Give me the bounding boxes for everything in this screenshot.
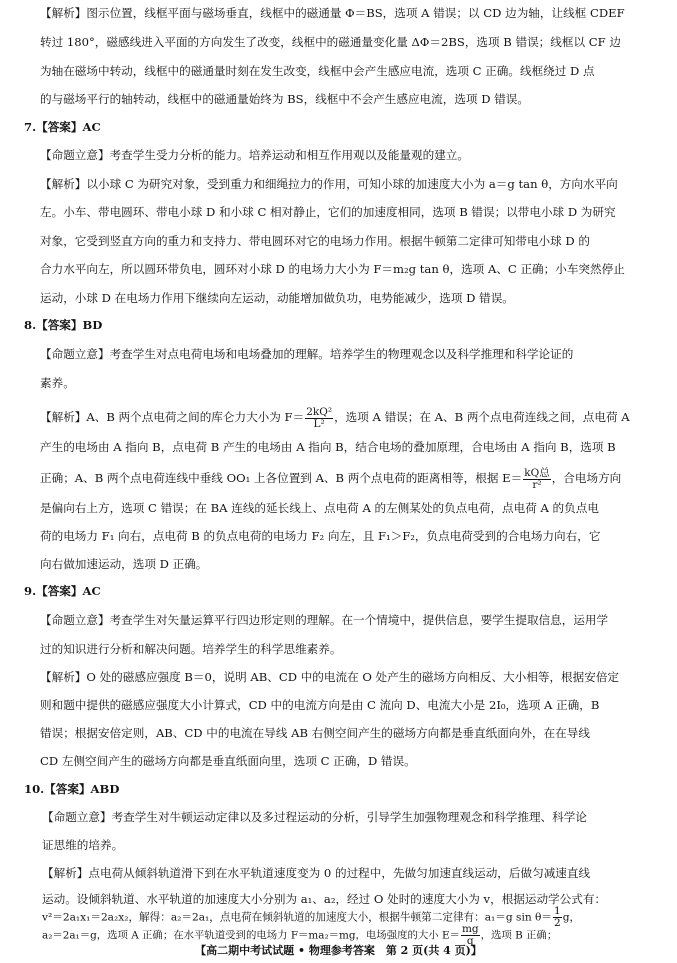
intent-q7: 【命题立意】考查学生受力分析的能力。培养运动和相互作用观以及能量观的建立。 <box>40 148 469 162</box>
analysis-q10-line-3-start: v²＝2a₁x₁＝2a₂x₂，解得：a₂＝2a₁，点电荷在倾斜轨道的加速度大小，根据牛顿第二定律有：a₁＝g sin θ＝ <box>42 911 553 924</box>
analysis-q7-line-1: 【解析】以小球 C 为研究对象，受到重力和细绳拉力的作用，可知小球的加速度大小为 a＝g tan θ，方向水平向 <box>40 177 618 191</box>
intent-q9-line-1: 【命题立意】考查学生对矢量运算平行四边形定则的理解。在一个情境中，提供信息，要学生提取信息，运用学 <box>40 613 609 627</box>
intent-q8-line-2: 素养。 <box>40 376 75 390</box>
analysis-q10-line-3-end: g， <box>562 911 581 924</box>
analysis-q8-line-2: 产生的电场由 A 指向 B，点电荷 B 产生的电场由 A 指向 B，结合电场的叠加原理，合电场由 A 指向 B，选项 B <box>40 440 616 454</box>
analysis-q10-line-4-start: a₂＝2a₁＝g，选项 A 正确；在水平轨道受到的电场力 F＝ma₂＝mg，电场强度的大小 E＝ <box>42 929 460 942</box>
analysis-q9-line-2: 则和题中提供的磁感应强度大小计算式，CD 中的电流方向是由 C 流向 D、电流大小是 2I₀，选项 A 正确，B <box>40 698 600 712</box>
electric-field-fraction: $\frac{mg}{q}$ <box>461 923 479 947</box>
intent-q10-line-1: 【命题立意】考查学生对牛顿运动定律以及多过程运动的分析，引导学生加强物理观念和科学推理、科学论 <box>42 810 587 824</box>
analysis-q6-line-2: 转过 180°，磁感线进入平面的方向发生了改变，线框中的磁通量变化量 ΔΦ＝2BS，选项 B 错误；线框以 CF 边 <box>40 35 621 49</box>
coulomb-force-fraction: $\frac{\text{2kQ²}}{\text{L²}}$ <box>306 405 333 430</box>
intent-q8-line-1: 【命题立意】考查学生对点电荷电场和电场叠加的理解。培养学生的物理观念以及科学推理和科学论证的 <box>40 347 574 361</box>
analysis-q7-line-5: 运动，小球 D 在电场力作用下继续向左运动，动能增加做负功，电势能减少，选项 D 错误。 <box>40 291 514 305</box>
analysis-q8-line-4: 是偏向右上方，选项 C 错误；在 BA 连线的延长线上、点电荷 A 的左侧某处的负点电荷，点电荷 A 的负点电 <box>40 501 599 515</box>
analysis-q8-line-3-start: 正确；A、B 两个点电荷连线中垂线 OO₁ 上各位置到 A、B 两个点电荷的距离相等，根据 E＝ <box>40 471 523 485</box>
analysis-q7-line-3: 对象，它受到竖直方向的重力和支持力、带电圆环对它的电场力作用。根据牛顿第二定律可知带电小球 D 的 <box>40 234 590 248</box>
field-strength-fraction: $\frac{\text{kQ总}}{\text{r²}}$ <box>524 466 550 491</box>
analysis-q7-line-2: 左。小车、带电圆环、带电小球 D 和小球 C 相对静止，它们的加速度相同，选项 B 错误；以带电小球 D 为研究 <box>40 205 616 219</box>
analysis-q7-line-4: 合力水平向左，所以圆环带负电，圆环对小球 D 的电场力大小为 F＝m₂g tan θ，选项 A、C 正确；小车突然停止 <box>40 262 625 276</box>
intent-q10-line-2: 证思维的培养。 <box>42 838 124 852</box>
answer-q7: 7.【答案】AC <box>24 120 101 134</box>
answer-q10: 10.【答案】ABD <box>24 782 120 796</box>
analysis-q10-line-4-end: ，选项 B 正确； <box>480 929 558 942</box>
analysis-q6-line-4: 的与磁场平行的轴转动，线框中的磁通量始终为 BS，线框中不会产生感应电流，选项 D 错误。 <box>40 92 529 106</box>
analysis-q8-line-3 <box>40 467 652 491</box>
answer-q9: 9.【答案】AC <box>24 584 101 598</box>
analysis-q8-line-1 <box>40 406 652 430</box>
analysis-q6-line-1: 【解析】图示位置，线框平面与磁场垂直，线框中的磁通量 Φ＝BS，选项 A 错误；以 CD 边为轴，让线框 CDEF <box>40 6 625 20</box>
analysis-q10-line-2: 运动。设倾斜轨道、水平轨道的加速度大小分别为 a₁、a₂，经过 O 处时的速度大小为 v，根据运动学公式有： <box>42 892 607 906</box>
analysis-q6-line-3: 为轴在磁场中转动，线框中的磁通量时刻在发生改变，线框中会产生感应电流，选项 C 正确。线框绕过 D 点 <box>40 64 595 78</box>
page-footer: 【高二期中考试试题 • 物理参考答案 第 2 页(共 4 页)】 <box>195 944 482 957</box>
analysis-q9-line-3: 错误；根据安倍定则，AB、CD 中的电流在导线 AB 右侧空间产生的磁场方向都是垂直纸面向外，在在导线 <box>40 726 590 740</box>
half-fraction: $\frac{1}{2}$ <box>554 905 561 929</box>
analysis-q8-line-1-end: ，选项 A 错误；在 A、B 两个点电荷连线之间，点电荷 A <box>334 410 630 424</box>
intent-q9-line-2: 过的知识进行分析和解决问题。培养学生的科学思维素养。 <box>40 642 342 656</box>
analysis-q9-line-4: CD 左侧空间产生的磁场方向都是垂直纸面向里，选项 C 正确，D 错误。 <box>40 754 416 768</box>
analysis-q8-line-6: 向右做加速运动，选项 D 正确。 <box>40 557 208 571</box>
analysis-q8-line-3-end: ，合电场方向 <box>551 471 622 485</box>
hidden-line-holder <box>42 924 654 947</box>
answer-q8: 8.【答案】BD <box>24 318 103 332</box>
analysis-q8-line-1-start: 【解析】A、B 两个点电荷之间的库仑力大小为 F＝ <box>40 410 305 424</box>
analysis-q8-line-5: 荷的电场力 F₁ 向右，点电荷 B 的负点电荷的电场力 F₂ 向左，且 F₁＞F₂，负点电荷受到的合电场力向右，它 <box>40 529 601 543</box>
analysis-q10-line-1: 【解析】点电荷从倾斜轨道滑下到在水平轨道速度变为 0 的过程中，先做匀加速直线运动，后做匀减速直线 <box>42 866 591 880</box>
analysis-q9-line-1: 【解析】O 处的磁感应强度 B＝0，说明 AB、CD 中的电流在 O 处产生的磁场方向相反、大小相等，根据安倍定 <box>40 670 620 684</box>
